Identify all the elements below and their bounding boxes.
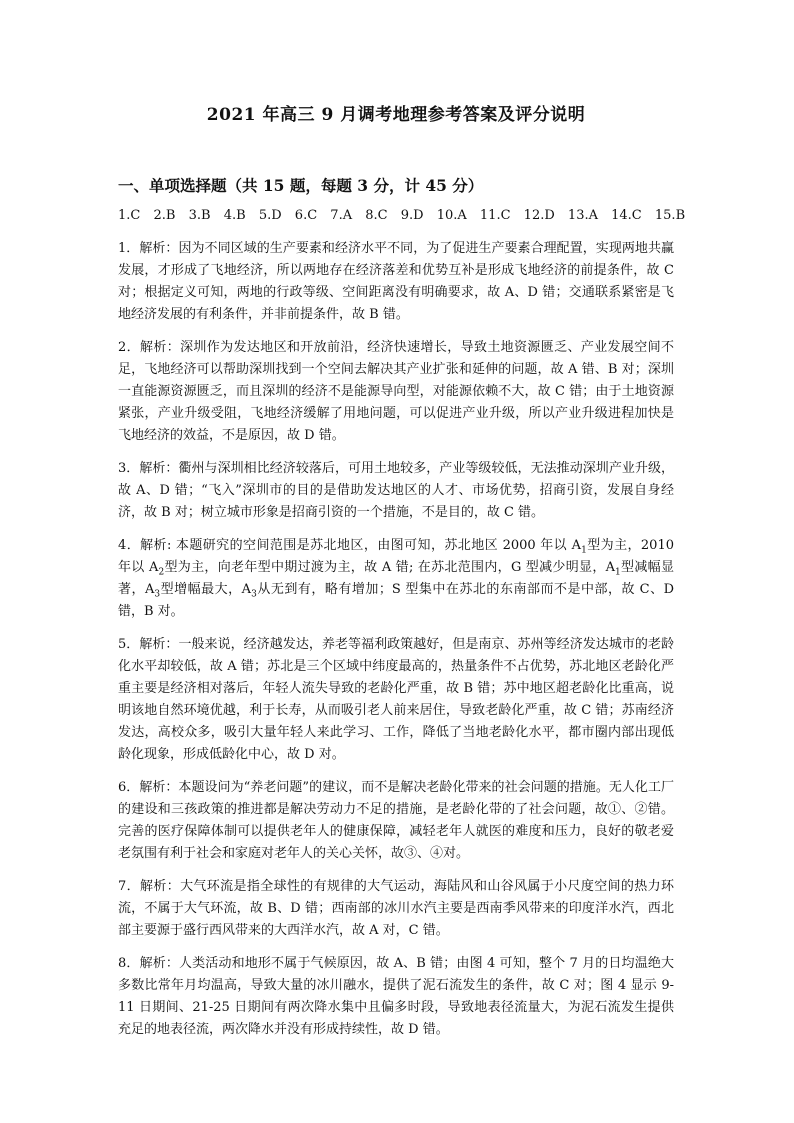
answer-item: 2.B — [153, 208, 176, 223]
answer-item: 6.C — [294, 208, 318, 223]
answer-item: 8.C — [365, 208, 388, 223]
answer-item: 15.B — [654, 208, 686, 223]
answer-item: 1.C — [118, 208, 141, 223]
answer-item: 9.D — [400, 208, 424, 223]
explanation-7: 7．解析：大气环流是指全球性的有规律的大气运动，海陆风和山谷风属于小尺度空间的热力环流，不属于大气环流，故 B、D 错；西南部的冰川水汽主要是西南季风带来的印度洋水汽，西北部主要源于盛行西风带来的大西洋水汽，故 A 对，C 错。 — [118, 879, 674, 938]
document-title: 2021 年高三 9 月调考地理参考答案及评分说明 — [206, 105, 586, 125]
explanation-6: 6．解析：本题设问为“养老问题”的建议，而不是解决老龄化带来的社会问题的措施。无人化工厂的建设和三孩政策的推进都是解决劳动力不足的措施，是老龄化带的了社会问题，故①、②错。完善的医疗保障体制可以提供老年人的健康保障，减轻老年人就医的难度和压力，良好的敬老爱老氛围有利于社会和家庭对老年人的关心关怀，故③、④对。 — [118, 780, 674, 861]
explanation-8: 8．解析：人类活动和地形不属于气候原因，故 A、B 错；由图 4 可知，整个 7 月的日均温绝大多数比常年月均温高，导致大量的冰川融水，提供了泥石流发生的条件，故 C 对；图 4 显示 9-11 日期间、21-25 日期间有两次降水集中且偏多时段，导致地表径流量大，为泥石流发生提供充足的地表径流，两次降水并没有形成持续性，故 D 错。 — [118, 956, 674, 1037]
answer-item: 7.A — [330, 208, 353, 223]
answer-item: 4.B — [223, 208, 246, 223]
answer-item: 11.C — [479, 208, 511, 223]
explanations-list — [118, 238, 674, 1052]
answer-item: 13.A — [567, 208, 598, 223]
answer-item: 5.D — [258, 208, 282, 223]
explanation-2: 2．解析：深圳作为发达地区和开放前沿，经济快速增长，导致土地资源匮乏、产业发展空间不足，飞地经济可以帮助深圳找到一个空间去解决其产业扩张和延伸的问题，故 A 错、B 对；深圳一直能源资源匮乏，而且深圳的经济不是能源导向型，对能源依赖不大，故 C 错；由于土地资源紧张，产业升级受阻，飞地经济缓解了用地问题，可以促进产业升级，所以产业升级进程加快是飞地经济的效益，不是原因，故 D 错。 — [118, 340, 674, 443]
answer-item: 3.B — [188, 208, 211, 223]
section-heading: 一、单项选择题（共 15 题，每题 3 分，计 45 分） — [118, 176, 484, 195]
explanation-5: 5．解析：一般来说，经济越发达，养老等福利政策越好，但是南京、苏州等经济发达城市的老龄化水平却较低，故 A 错；苏北是三个区域中纬度最高的，热量条件不占优势，苏北地区老龄化严重主要是经济相对落后，年轻人流失导致的老龄化严重，故 B 错；苏中地区超老龄化比重高，说明该地自然环境优越，利于长寿，从而吸引老人前来居住，导致老龄化严重，故 C 错；苏南经济发达，高校众多，吸引大量年轻人来此学习、工作，降低了当地老龄化水平，都市圈内部出现低龄化现象，形成低龄化中心，故 D 对。 — [118, 637, 674, 762]
answer-item: 12.D — [523, 208, 555, 223]
explanation-3: 3．解析：衢州与深圳相比经济较落后，可用土地较多，产业等级较低，无法推动深圳产业升级，故 A、D 错；“飞入”深圳市的目的是借助发达地区的人才、市场优势，招商引资，发展自身经济，故 B 对；树立城市形象是招商引资的一个措施，不是目的，故 C 错。 — [118, 461, 674, 520]
explanation-1: 1．解析：因为不同区域的生产要素和经济水平不同，为了促进生产要素合理配置，实现两地共赢发展，才形成了飞地经济，所以两地存在经济落差和优势互补是形成飞地经济的前提条件，故 C 对；根据定义可知，两地的行政等级、空间距离没有明确要求，故 A、D 错；交通联系紧密是飞地经济发展的有利条件，并非前提条件，故 B 错。 — [118, 241, 674, 322]
explanation-4: 4．解析: 本题研究的空间范围是苏北地区，由图可知，苏北地区 2000 年以 $A_1$型为主，2010 年以 $A_2$型为主，向老年型中期过渡为主，故 A 错; 在苏北范围内，G 型减少明显，$A_1$型减幅显著，$A_3$型增幅最大，$A_3$从无到有，略有增加；S 型集中在苏北的东南部而不是中部，故 C、D 错，B 对。 — [118, 538, 675, 619]
answer-item: 14.C — [611, 208, 642, 223]
answer-item: 10.A — [436, 208, 467, 223]
answer-key-row — [118, 208, 686, 223]
